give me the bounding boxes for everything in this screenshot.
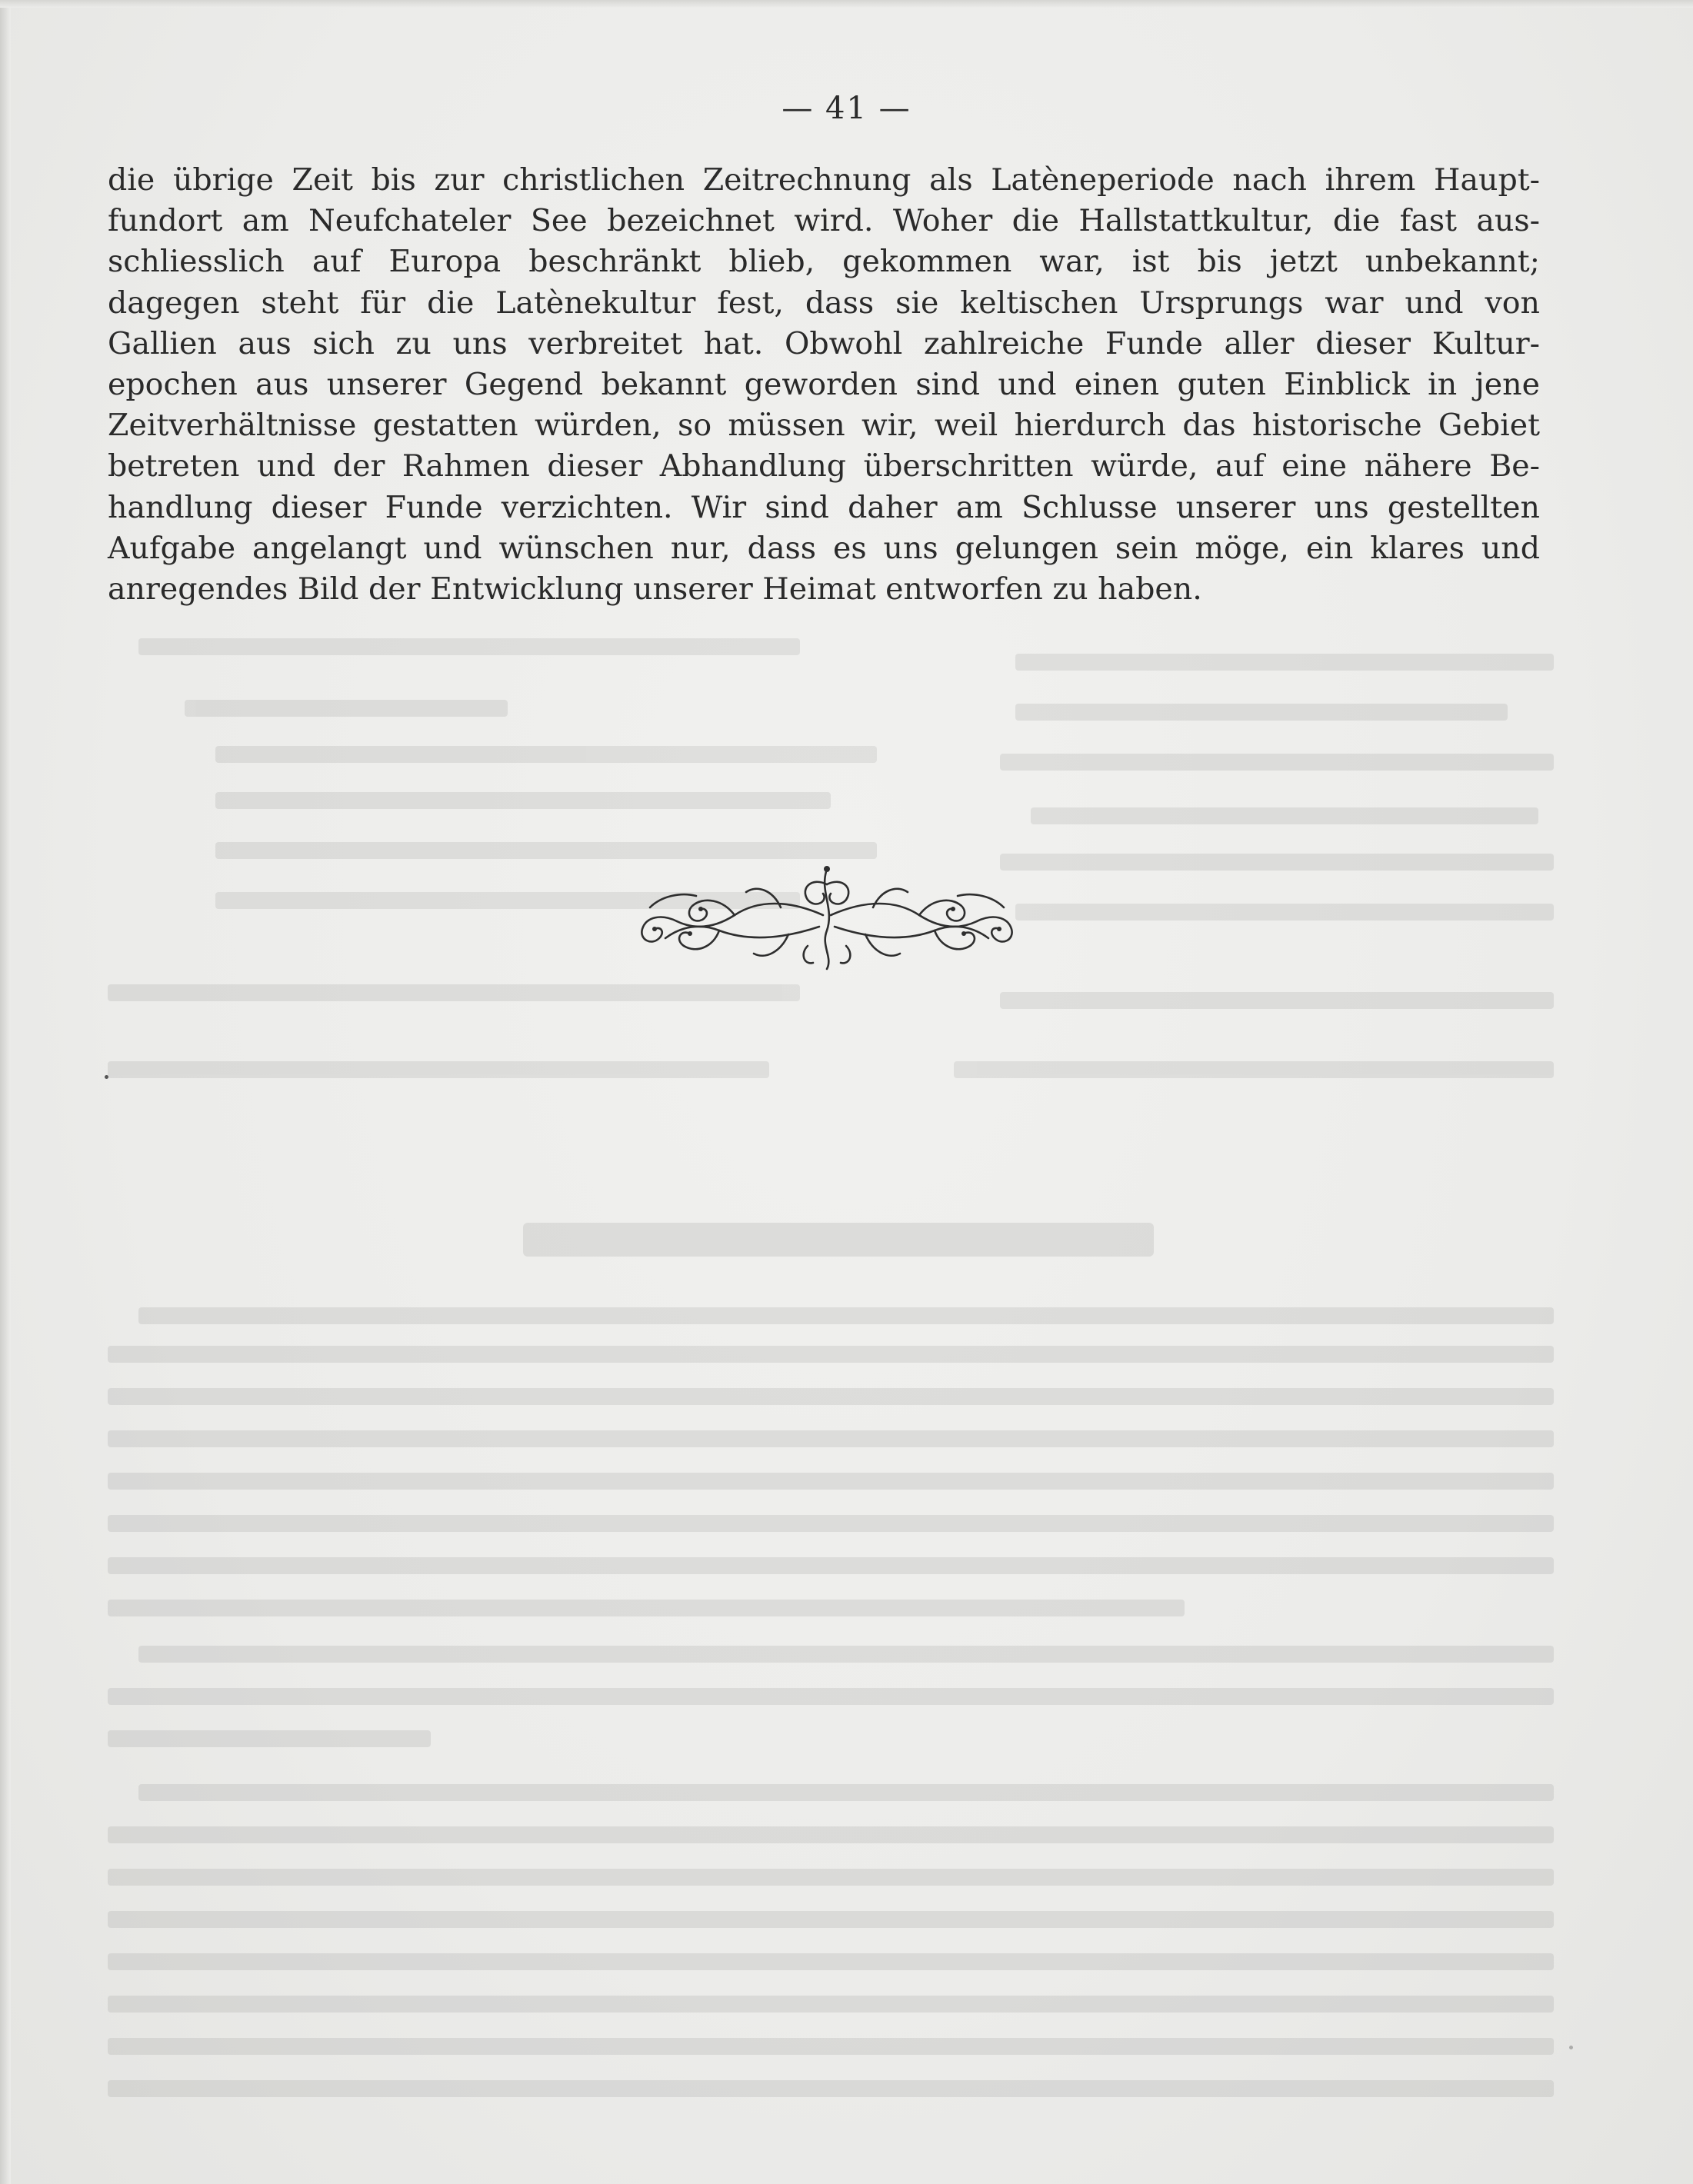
text-line: die übrige Zeit bis zur christlichen Zeitrechnung als Latèneperiode nach ihrem Haupt- <box>108 162 1540 198</box>
text-line: epochen aus unserer Gegend bekannt geworden sind und einen guten Einblick in jene <box>108 366 1540 402</box>
text-line: handlung dieser Funde verzichten. Wir sind daher am Schlusse unserer uns gestellten <box>108 489 1540 525</box>
text-line: anregendes Bild der Entwicklung unserer Heimat entworfen zu haben. <box>108 571 1202 607</box>
floral-scroll-ornament-icon <box>627 854 1027 977</box>
text-line: Zeitverhältnisse gestatten würden, so müssen wir, weil hierdurch das historische Gebiet <box>108 408 1540 444</box>
text-line: Gallien aus sich zu uns verbreitet hat. Obwohl zahlreiche Funde aller dieser Kultur- <box>108 325 1540 361</box>
page-edge-shadow-top <box>0 0 1693 8</box>
text-line: schliesslich auf Europa beschränkt blieb, gekommen war, ist bis jetzt unbekannt; <box>108 244 1540 280</box>
text-line: fundort am Neufchateler See bezeichnet wird. Woher die Hallstattkultur, die fast aus- <box>108 203 1540 239</box>
text-line: dagegen steht für die Latènekultur fest, dass sie keltischen Ursprungs war und von <box>108 285 1540 321</box>
page-edge-shadow-left <box>0 0 11 2184</box>
page-number: — 41 — <box>782 91 911 126</box>
paper-speck <box>1569 2046 1573 2049</box>
text-line: Aufgabe angelangt und wünschen nur, dass es uns gelungen sein möge, ein klares und <box>108 530 1540 566</box>
body-paragraph <box>108 160 1540 610</box>
text-line: betreten und der Rahmen dieser Abhandlung überschritten würde, auf eine nähere Be- <box>108 448 1540 484</box>
paper-speck <box>105 1075 108 1079</box>
